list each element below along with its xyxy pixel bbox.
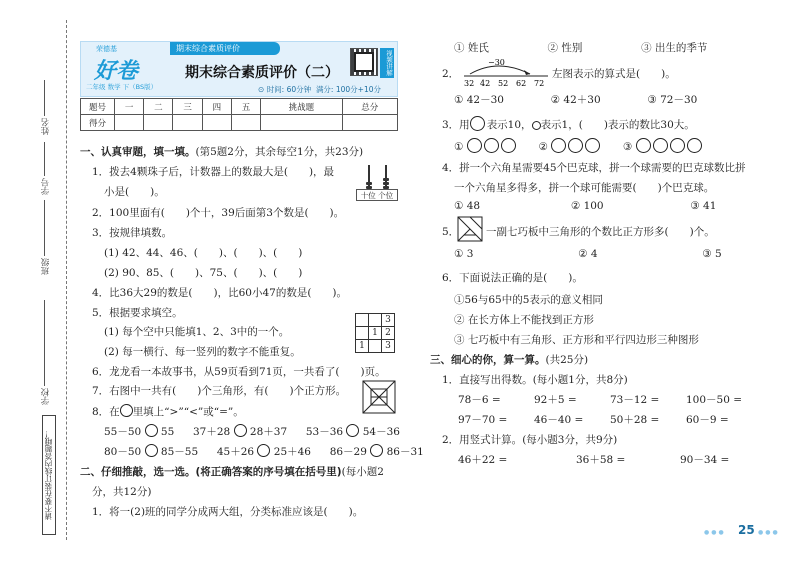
ten-circle-icon	[484, 138, 499, 153]
compare-left: 45＋26	[216, 446, 255, 458]
compare-left: 80－50	[104, 446, 142, 458]
page-dots-left: ●●●	[704, 529, 726, 536]
calc-item[interactable]: 92＋5 =	[534, 394, 577, 406]
calc-item[interactable]: 78－6 =	[458, 394, 501, 406]
ten-circle-icon	[470, 116, 485, 131]
option[interactable]: ③ 41	[690, 200, 717, 212]
s2-q3-text: 3．用	[442, 119, 470, 131]
s1-q8-text: 8．在	[92, 406, 120, 418]
ten-circle-icon	[467, 138, 482, 153]
calc-item[interactable]: 100－50 =	[686, 394, 743, 406]
ten-circle-icon	[501, 138, 516, 153]
header-strip: 期末综合素质评价	[170, 42, 280, 55]
section-2-note: (每小题2	[341, 466, 384, 478]
class-line	[44, 200, 45, 256]
ten-circle-icon	[551, 138, 566, 153]
option[interactable]: ② 100	[570, 200, 604, 212]
compare-row-1	[104, 424, 400, 439]
tangram-icon	[457, 216, 483, 242]
s2-q5-text: 一副七巧板中三角形的个数比正方形多( )个。	[486, 226, 715, 238]
s2-q3-text-b: 表示10，	[486, 119, 532, 131]
compare-left: 55－50	[104, 426, 142, 438]
grid-cell: 1	[369, 327, 382, 340]
option[interactable]: ③ 72－30	[647, 94, 698, 106]
tick-label: 52	[498, 79, 509, 88]
number-label: 学号	[41, 178, 51, 195]
name-line	[44, 80, 45, 116]
s1-q3a: (1) 42、44、46、( )、( )、( )	[104, 247, 303, 259]
grid-cell[interactable]	[369, 314, 382, 327]
s3-q2-text: 2．用竖式计算。	[442, 434, 523, 446]
page-title: 期末综合素质评价（二）	[185, 65, 339, 81]
brand-logo	[86, 44, 164, 94]
grid-cell: 3	[382, 340, 395, 353]
section-3-heading	[430, 352, 588, 367]
s1-q8	[92, 404, 244, 419]
s1-q2: 2．100里面有( )个十，39后面第3个数是( )。	[92, 207, 345, 219]
option[interactable]: ① 姓氏	[454, 42, 489, 54]
grid-cell[interactable]	[369, 340, 382, 353]
option[interactable]: ②	[538, 141, 548, 153]
score-input-cell[interactable]	[115, 115, 144, 131]
bead	[383, 182, 389, 185]
s2-q2-options	[454, 92, 697, 107]
option[interactable]: ① 42－30	[454, 94, 504, 106]
logo-top-text: 荣德基	[96, 45, 117, 53]
option[interactable]: ① 48	[454, 200, 481, 212]
option[interactable]: ② 42＋30	[550, 94, 601, 106]
option[interactable]: ③	[622, 141, 633, 153]
score-input-cell[interactable]	[173, 115, 202, 131]
tick-label: 62	[516, 79, 527, 88]
option[interactable]: ① 3	[454, 248, 474, 260]
s2-q5-options	[454, 248, 722, 260]
grid-cell[interactable]	[356, 314, 369, 327]
grid-cell: 2	[382, 327, 395, 340]
vertical-calc-item[interactable]: 90－34 =	[680, 454, 730, 466]
s2-q6-option-b[interactable]: ② 在长方体上不能找到正方形	[454, 314, 594, 326]
s1-q1-line2: 小是( )。	[104, 186, 165, 198]
school-line	[44, 300, 45, 386]
table-cell: 二	[144, 99, 173, 115]
s2-q1: 1．将一(2)班的同学分成两大组，分类标准应该是( )。	[92, 506, 364, 518]
video-badge: 视频讲解	[380, 48, 394, 78]
s2-q6: 6．下面说法正确的是( )。	[442, 272, 583, 284]
section-2-note-2: 分，共12分)	[92, 486, 152, 498]
s2-q4-line2: 一个六角星多得多，拼一个球可能需要( )个巴克球。	[454, 182, 715, 194]
grid-cell[interactable]	[356, 327, 369, 340]
square-figure	[362, 380, 396, 414]
compare-right: 86－31	[386, 446, 424, 458]
compare-left: 86－29	[329, 446, 367, 458]
calc-item[interactable]: 97－70 =	[458, 414, 508, 426]
s2-q2-num: 2．	[442, 68, 460, 80]
option[interactable]: ③ 出生的季节	[641, 42, 708, 54]
s1-q3: 3．按规律填数。	[92, 227, 173, 239]
score-input-cell[interactable]	[261, 115, 342, 131]
page-number: 25	[738, 523, 755, 537]
option[interactable]: ①	[454, 141, 464, 153]
option[interactable]: ③ 5	[702, 248, 722, 260]
tick-label: 32	[464, 79, 475, 88]
s1-q1-line1: 1．拨去4颗珠子后，计数器上的数最大是( )，最	[92, 166, 335, 178]
one-circle-icon	[532, 121, 541, 130]
score-input-cell[interactable]	[202, 115, 231, 131]
tick-label: 72	[534, 79, 545, 88]
s2-q4-line1: 4．拼一个六角星需要45个巴克球，拼一个球需要的巴克球数比拼	[442, 162, 746, 174]
bead	[383, 178, 389, 181]
binding-note: 请不要在装订线内答题哦！	[42, 415, 56, 535]
time-text: 时间: 60分钟	[266, 85, 312, 94]
option[interactable]: ② 性别	[547, 42, 583, 54]
s3-q1-note: (每小题1分，共8分)	[532, 374, 628, 386]
full-score-text: 满分: 100分+10分	[315, 85, 381, 94]
calc-item[interactable]: 73－12 =	[610, 394, 660, 406]
section-1-heading	[80, 144, 363, 159]
binding-line	[66, 20, 67, 540]
ten-circle-icon	[653, 138, 668, 153]
number-grid	[355, 313, 395, 353]
exam-meta	[258, 84, 381, 95]
bead	[366, 182, 372, 185]
section-2-heading	[80, 464, 384, 479]
vertical-calc-item[interactable]: 46＋22 =	[458, 454, 508, 466]
compare-row-2	[104, 444, 424, 459]
jump-label: −30	[488, 58, 505, 67]
ten-circle-icon	[568, 138, 583, 153]
s2-q2-text: 左图表示的算式是( )。	[552, 68, 676, 80]
table-cell: 挑战题	[261, 99, 342, 115]
table-cell: 题号	[81, 99, 115, 115]
grid-cell: 3	[382, 314, 395, 327]
s2-q1-options	[454, 40, 707, 55]
calc-item[interactable]: 46－40 =	[534, 414, 584, 426]
calc-item[interactable]: 60－9 =	[686, 414, 729, 426]
section-3-note: (共25分)	[545, 354, 589, 366]
abacus-label: 十位 个位	[356, 189, 398, 201]
s3-q2	[442, 432, 617, 447]
compare-blank[interactable]	[257, 444, 270, 457]
compare-right: 28＋37	[249, 426, 288, 438]
s3-q2-note: (每小题3分，共9分)	[522, 434, 618, 446]
score-input-cell[interactable]	[144, 115, 173, 131]
compare-left: 37＋28	[192, 426, 231, 438]
s2-q3	[442, 116, 695, 132]
table-cell: 总分	[342, 99, 397, 115]
s1-q4: 4．比36大29的数是( )，比60小47的数是( )。	[92, 287, 348, 299]
s1-q3b: (2) 90、85、( )、75、( )、( )	[104, 267, 303, 279]
compare-right: 85－55	[160, 446, 199, 458]
compare-left: 53－36	[305, 426, 344, 438]
section-3-title: 三、细心的你，算一算。	[430, 354, 546, 366]
school-label: 学校	[41, 388, 51, 405]
class-label: 班级	[41, 258, 51, 275]
ten-circle-icon	[670, 138, 685, 153]
section-1-title: 一、认真审题，填一填。	[80, 146, 196, 158]
compare-right: 55	[160, 426, 175, 438]
logo-main-text: 好卷	[94, 59, 139, 84]
ten-circle-icon	[585, 138, 600, 153]
s1-q7: 7．右图中一共有( )个三角形，有( )个正方形。	[92, 385, 347, 397]
s2-q3-text-c: 表示1，( )表示的数比30大。	[540, 119, 695, 131]
score-input-cell[interactable]	[231, 115, 260, 131]
number-line-figure	[460, 56, 550, 88]
ten-circle-icon	[687, 138, 702, 153]
s3-q1	[442, 372, 628, 387]
s1-q5: 5．根据要求填空。	[92, 307, 183, 319]
s2-q3-options	[454, 138, 704, 153]
s1-q5a: (1) 每个空中只能填1、2、3中的一个。	[104, 326, 290, 338]
s1-q6: 6．龙龙看一本故事书，从59页看到71页，一共看了( )页。	[92, 366, 386, 378]
table-cell: 四	[202, 99, 231, 115]
compare-blank[interactable]	[145, 444, 158, 457]
calc-item[interactable]: 50＋28 =	[610, 414, 660, 426]
s1-q5b: (2) 每一横行、每一竖列的数字不能重复。	[104, 346, 301, 358]
ten-circle-icon	[636, 138, 651, 153]
qr-center	[354, 52, 374, 72]
table-cell: 一	[115, 99, 144, 115]
logo-sub-text: 二年级 数学 下（BS版）	[86, 83, 158, 91]
s1-q8-text-b: 里填上“>”“<”或“=”。	[132, 406, 244, 418]
compare-blank[interactable]	[370, 444, 383, 457]
name-label: 姓名	[41, 118, 51, 135]
clock-icon: ⊙	[258, 85, 265, 94]
compare-circle-icon	[120, 404, 133, 417]
score-table	[80, 98, 398, 131]
compare-blank[interactable]	[145, 424, 158, 437]
grid-cell: 1	[356, 340, 369, 353]
compare-blank[interactable]	[346, 424, 359, 437]
table-cell: 得分	[81, 115, 115, 131]
table-cell: 五	[231, 99, 260, 115]
score-input-cell[interactable]	[342, 115, 397, 131]
section-2-title: 二、仔细推敲，选一选。	[80, 466, 196, 478]
table-cell: 三	[173, 99, 202, 115]
s2-q6-option-a[interactable]: ①56与65中的5表示的意义相同	[454, 294, 603, 306]
vertical-calc-item[interactable]: 36＋58 =	[576, 454, 626, 466]
option[interactable]: ② 4	[578, 248, 598, 260]
abacus-figure	[356, 165, 398, 201]
number-line	[44, 142, 45, 176]
tick-label: 42	[480, 79, 491, 88]
s3-q1-text: 1．直接写出得数。	[442, 374, 533, 386]
s2-q4-options	[454, 200, 716, 212]
score-header-row	[81, 99, 398, 115]
page-dots-right: ●●●	[758, 529, 780, 536]
s2-q5-num: 5．	[442, 226, 460, 238]
score-value-row	[81, 115, 398, 131]
compare-blank[interactable]	[234, 424, 247, 437]
compare-right: 25＋46	[273, 446, 311, 458]
section-2-title-b: (将正确答案的序号填在括号里)	[195, 466, 342, 478]
s2-q6-option-c[interactable]: ③ 七巧板中有三角形、正方形和平行四边形三种图形	[454, 334, 699, 346]
compare-right: 54－36	[362, 426, 400, 438]
section-1-note: (第5题2分，其余每空1分，共23分)	[195, 146, 364, 158]
